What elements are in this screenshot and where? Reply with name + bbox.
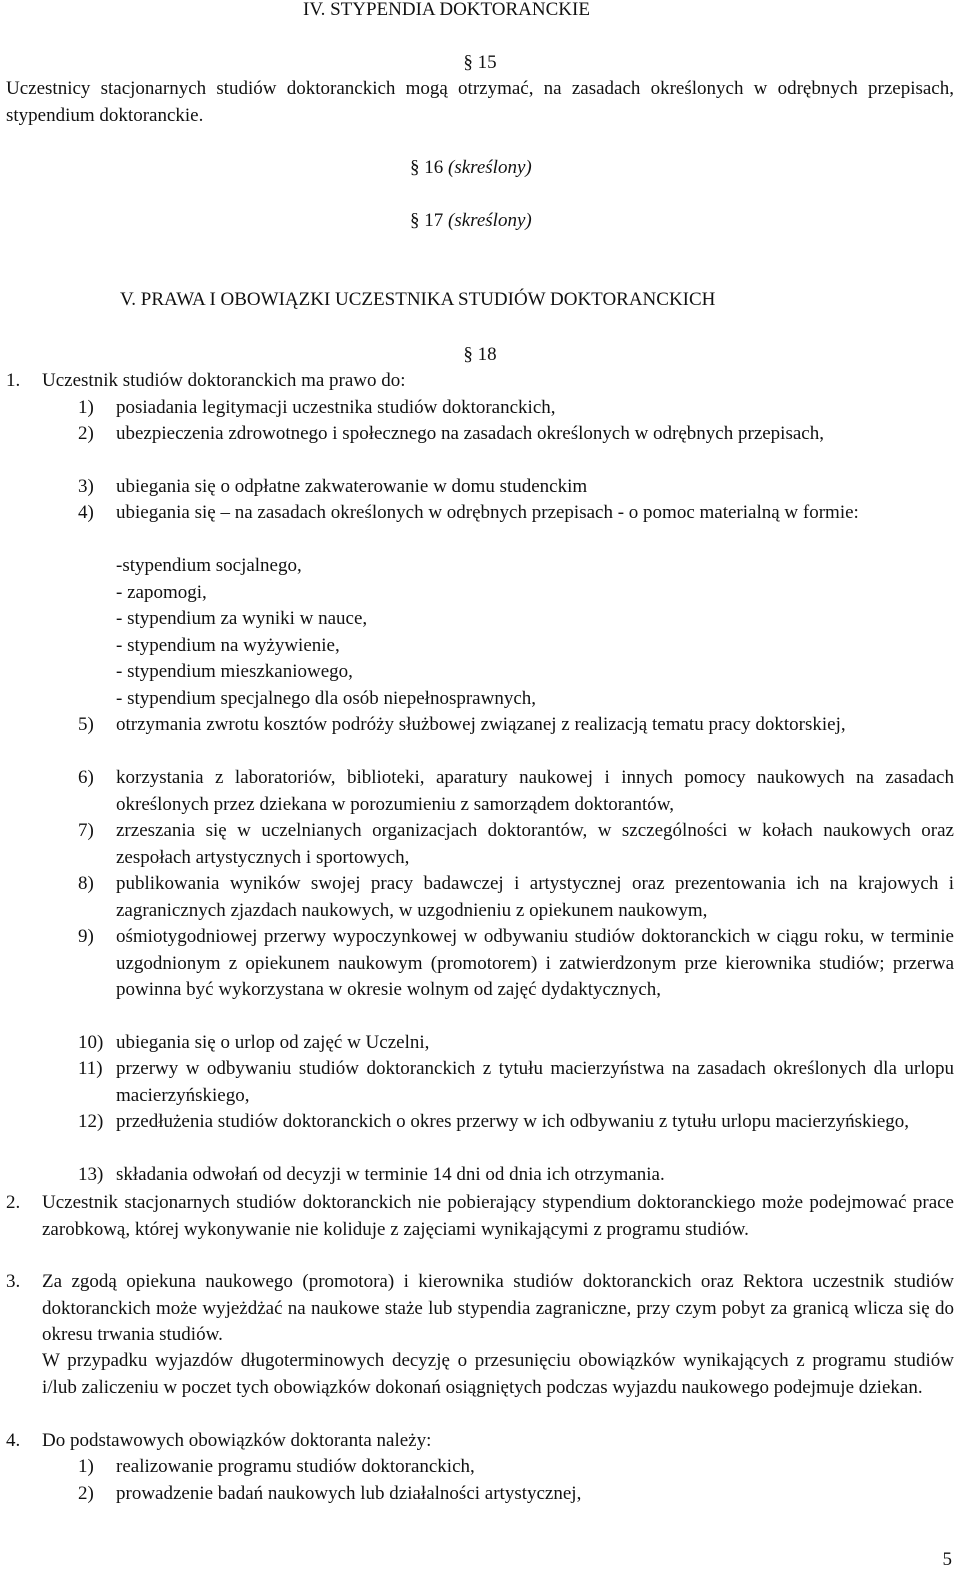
paragraph-intro: Uczestnik studiów doktoranckich ma prawo do: — [42, 370, 406, 391]
list-item-text: publikowania wyników swojej pracy badawczej i artystycznej oraz prezentowania ich na krajowych i zagranicznych zjazdach naukowych, w uzgodnieniu z opiekunem naukowym, — [116, 873, 954, 921]
aid-form-item: - stypendium specjalnego dla osób niepełnosprawnych, — [116, 687, 537, 709]
aid-form-item: - zapomogi, — [116, 581, 207, 603]
list-item-text: korzystania z laboratoriów, biblioteki, aparatury naukowej i innych pomocy naukowych na zasadach określonych przez dziekana w porozumieniu z samorządem doktorantów, — [116, 767, 954, 815]
section-mark: § 15 — [463, 52, 497, 73]
aid-form-item: - stypendium na wyżywienie, — [116, 634, 340, 656]
list-item-number: 1) — [78, 1456, 94, 1477]
paragraph-intro: Do podstawowych obowiązków doktoranta należy: — [42, 1430, 432, 1451]
list-item-text: zrzeszania się w uczelnianych organizacjach doktorantów, w szczególności w kołach naukowych oraz zespołach artystycznych i sportowych, — [116, 820, 954, 868]
list-item-number: 4) — [78, 502, 94, 523]
list-item-text: ubezpieczenia zdrowotnego i społecznego na zasadach określonych w odrębnych przepisach, — [116, 423, 824, 444]
paragraph: Za zgodą opiekuna naukowego (promotora) i kierownika studiów doktoranckich oraz Rektora uczestnik studiów doktoranckich może wyjeżdżać na naukowe staże lub stypendia zagraniczne, przy czym pobyt za granicą wlicza się do okresu trwania studiów. — [42, 1271, 954, 1345]
list-item-number: 10) — [78, 1032, 104, 1053]
list-item-number: 9) — [78, 926, 94, 947]
list-item-text: składania odwołań od decyzji w terminie 14 dni od dnia ich otrzymania. — [116, 1164, 665, 1185]
list-item-number: 5) — [78, 714, 94, 735]
list-item-number: 7) — [78, 820, 94, 841]
aid-form-item: - stypendium mieszkaniowego, — [116, 661, 353, 682]
list-item-number: 3) — [78, 476, 94, 497]
list-item-number: 13) — [78, 1164, 104, 1185]
chapter-title: V. PRAWA I OBOWIĄZKI UCZESTNIKA STUDIÓW DOKTORANCKICH — [120, 289, 716, 310]
list-item-text: ubiegania się o odpłatne zakwaterowanie w domu studenckim — [116, 476, 588, 497]
section-mark: § 18 — [463, 344, 497, 365]
list-item-text: ubiegania się – na zasadach określonych w odrębnych przepisach - o pomoc materialną w formie: — [116, 502, 859, 523]
list-item-text: ośmiotygodniowej przerwy wypoczynkowej w odbywaniu studiów doktoranckich w ciągu roku, w terminie uzgodnionym z opiekunem naukowym (promotorem) i zatwierdzonym prze kierownika studiów; przerwa powinna być wykorzystana w okresie wolnym od zajęć dydaktycznych, — [116, 926, 954, 1000]
list-item-number: 2) — [78, 423, 94, 444]
list-item-text: ubiegania się o urlop od zajęć w Uczelni, — [116, 1032, 430, 1053]
paragraph-number: 1. — [6, 370, 21, 391]
paragraph: Uczestnik stacjonarnych studiów doktoranckich nie pobierający stypendium doktoranckiego może podejmować prace zarobkową, której wykonywanie nie koliduje z zajęciami wynikającymi z programu studiów. — [42, 1192, 954, 1240]
section-heading — [410, 155, 532, 182]
list-item-number: 2) — [78, 1483, 94, 1504]
aid-form-item: - stypendium za wyniki w nauce, — [116, 608, 368, 629]
aid-form-item: -stypendium socjalnego, — [116, 555, 302, 576]
paragraph: W przypadku wyjazdów długoterminowych decyzję o przesunięciu obowiązków wynikających z programu studiów i/lub zaliczeniu w poczet tych obowiązków dokonań osiągniętych podczas wyjazdu naukowego podejmuje dziekan. — [42, 1350, 954, 1398]
paragraph: Uczestnicy stacjonarnych studiów doktoranckich mogą otrzymać, na zasadach określonych w odrębnych przepisach, stypendium doktoranckie. — [6, 78, 954, 126]
paragraph-number: 3. — [6, 1271, 21, 1292]
section-heading — [410, 208, 532, 235]
section-mark: § 16 — [410, 157, 444, 178]
section-mark: § 17 — [410, 210, 444, 231]
list-item-number: 6) — [78, 767, 94, 788]
list-item-number: 11) — [78, 1058, 103, 1079]
paragraph-number: 4. — [6, 1430, 21, 1451]
list-item-number: 1) — [78, 397, 94, 418]
list-item-number: 8) — [78, 873, 94, 894]
list-item-text: otrzymania zwrotu kosztów podróży służbowej związanej z realizacją tematu pracy doktorskiej, — [116, 714, 846, 735]
list-item-text: przedłużenia studiów doktoranckich o okres przerwy w ich odbywaniu z tytułu urlopu macierzyńskiego, — [116, 1111, 910, 1132]
list-item-text: prowadzenie badań naukowych lub działalności artystycznej, — [116, 1483, 582, 1504]
list-item-text: realizowanie programu studiów doktoranckich, — [116, 1456, 475, 1477]
list-item-number: 12) — [78, 1111, 104, 1132]
paragraph-number: 2. — [6, 1192, 21, 1213]
struck-note: (skreślony) — [448, 157, 532, 178]
chapter-title: IV. STYPENDIA DOKTORANCKIE — [303, 0, 590, 20]
list-item-text: posiadania legitymacji uczestnika studiów doktoranckich, — [116, 397, 556, 418]
page-number: 5 — [942, 1549, 952, 1570]
struck-note: (skreślony) — [448, 210, 532, 231]
list-item-text: przerwy w odbywaniu studiów doktoranckich z tytułu macierzyństwa na zasadach określonych dla urlopu macierzyńskiego, — [116, 1058, 954, 1106]
